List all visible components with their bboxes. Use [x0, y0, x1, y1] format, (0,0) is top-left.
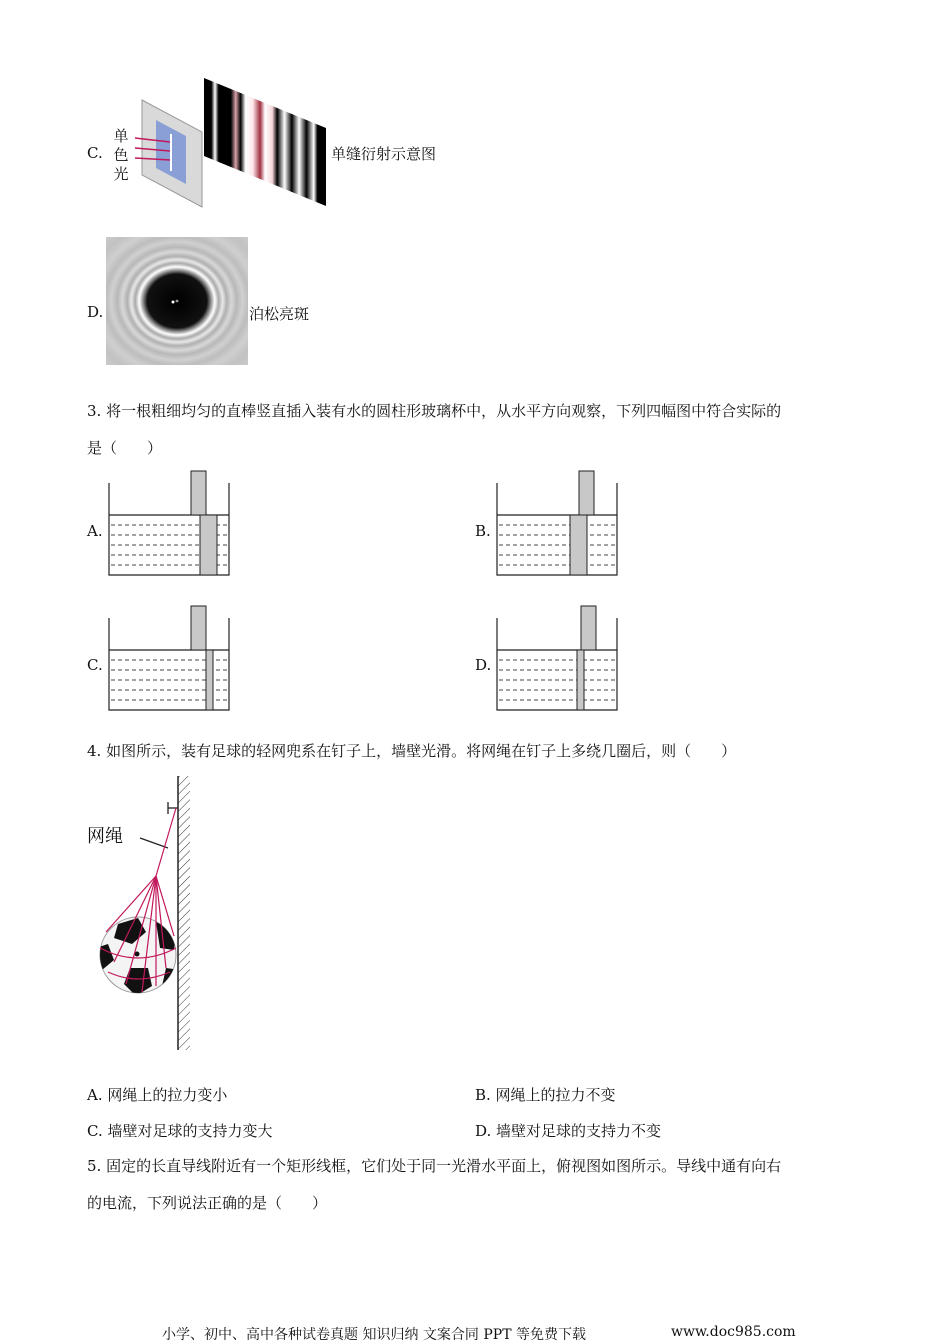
football-net-figure	[90, 772, 210, 1054]
monochromatic-light-label: 单 色 光	[113, 127, 129, 183]
poisson-spot-image	[106, 237, 248, 365]
option-d-caption: 泊松亮斑	[249, 305, 310, 323]
q3-option-a-letter: A.	[87, 522, 103, 540]
q3-stem-line2: 是（ ）	[87, 439, 163, 457]
net-rope-label: 网绳	[87, 826, 123, 847]
q4-option-a: A. 网绳上的拉力变小	[87, 1086, 228, 1104]
q3-stem-line1: 3. 将一根粗细均匀的直棒竖直插入装有水的圆柱形玻璃杯中，从水平方向观察，下列四幅图中符合实际的	[87, 402, 782, 420]
q4-stem: 4. 如图所示，装有足球的轻网兜系在钉子上，墙壁光滑。将网绳在钉子上多绕几圈后，则（ ）	[87, 742, 737, 760]
q4-option-b: B. 网绳上的拉力不变	[475, 1086, 616, 1104]
q3-option-c-figure	[107, 604, 233, 714]
q5-stem-line1: 5. 固定的长直导线附近有一个矩形线框，它们处于同一光滑水平面上，俯视图如图所示。导线中通有向右	[87, 1157, 782, 1175]
q3-option-b-letter: B.	[475, 522, 491, 540]
q3-option-a-figure	[107, 469, 233, 579]
q3-option-d-figure	[495, 604, 621, 714]
q3-option-d-letter: D.	[475, 656, 492, 674]
option-d-letter: D.	[87, 303, 104, 321]
single-slit-diagram	[130, 76, 330, 211]
option-c-caption: 单缝衍射示意图	[331, 145, 437, 163]
q4-option-d: D. 墙壁对足球的支持力不变	[475, 1122, 662, 1140]
footer-text: 小学、初中、高中各种试卷真题 知识归纳 文案合同 PPT 等免费下载	[162, 1327, 586, 1343]
q3-option-b-figure	[495, 469, 621, 579]
q3-option-c-letter: C.	[87, 656, 103, 674]
option-c-letter: C.	[87, 144, 103, 162]
q4-option-c: C. 墙壁对足球的支持力变大	[87, 1122, 273, 1140]
q5-stem-line2: 的电流，下列说法正确的是（ ）	[87, 1194, 328, 1212]
footer-url[interactable]: www.doc985.com	[671, 1324, 796, 1340]
